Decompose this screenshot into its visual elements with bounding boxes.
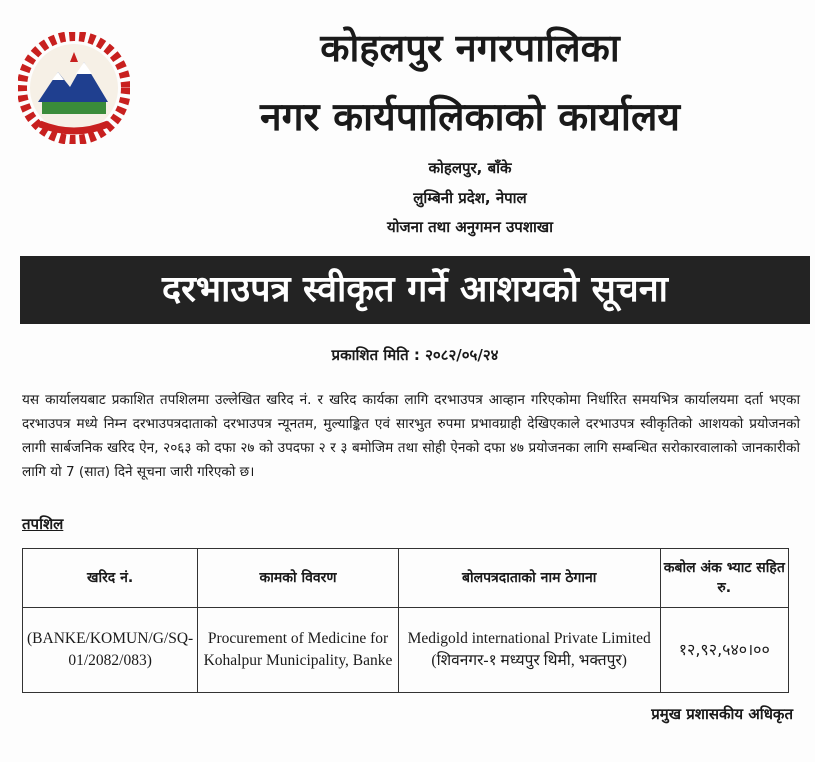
- cell-purchase-no: (BANKE/KOMUN/G/SQ-01/2082/083): [23, 608, 198, 693]
- cell-amount: १२,९२,५४०।००: [660, 608, 788, 693]
- address-line1: कोहलपुर, बाँके: [428, 159, 512, 177]
- published-date: प्रकाशित मिति : २०८२/०५/२४: [331, 346, 499, 364]
- org-name-line1: कोहलपुर नगरपालिका: [320, 26, 620, 70]
- header-amount: कबोल अंक भ्याट सहित रु.: [660, 549, 788, 608]
- signoff: प्रमुख प्रशासकीय अधिकृत: [651, 705, 793, 723]
- org-name-line2: नगर कार्यपालिकाको कार्यालय: [259, 95, 681, 140]
- table-row: [23, 608, 789, 693]
- header-description: कामको विवरण: [198, 549, 399, 608]
- header-purchase-no: खरिद नं.: [23, 549, 198, 608]
- section-label: तपशिल: [22, 515, 64, 533]
- table-header-row: [23, 549, 789, 608]
- notice-body: यस कार्यालयबाट प्रकाशित तपशिलमा उल्लेखित खरिद नं. र खरिद कार्यका लागि दरभाउपत्र आव्हान गरिएकोमा निर्धारित समयभित्र कार्यालयमा दर्ता भएका दरभाउपत्र मध्ये निम्न दरभाउपत्रदाताको दरभाउपत्र न्यूनतम, मुल्याङ्कित एवं सारभुत रुपमा प्रभावग्राही देखिएकाले दरभाउपत्र स्वीकृतिको आशयको प्रयोजनको लागी सार्बजनिक खरिद ऐन, २०६३ को दफा २७ को उपदफा २ र ३ बमोजिम तथा सोही ऐनको दफा ४७ प्रयोजनका लागि सम्बन्धित सरोकारवालाको जानकारीको लागि यो 7 (सात) दिने सूचना जारी गरिएको छ।: [22, 392, 800, 480]
- address-line2: लुम्बिनी प्रदेश, नेपाल: [413, 189, 527, 207]
- cell-description: Procurement of Medicine for Kohalpur Municipality, Banke: [198, 608, 399, 693]
- details-table: [22, 548, 789, 693]
- cell-bidder: Medigold international Private Limited (शिवनगर-१ मध्यपुर थिमी, भक्तपुर): [398, 608, 660, 693]
- nepal-emblem: [18, 32, 130, 144]
- notice-title: दरभाउपत्र स्वीकृत गर्ने आशयको सूचना: [20, 256, 810, 324]
- department: योजना तथा अनुगमन उपशाखा: [386, 218, 554, 236]
- header-bidder: बोलपत्रदाताको नाम ठेगाना: [398, 549, 660, 608]
